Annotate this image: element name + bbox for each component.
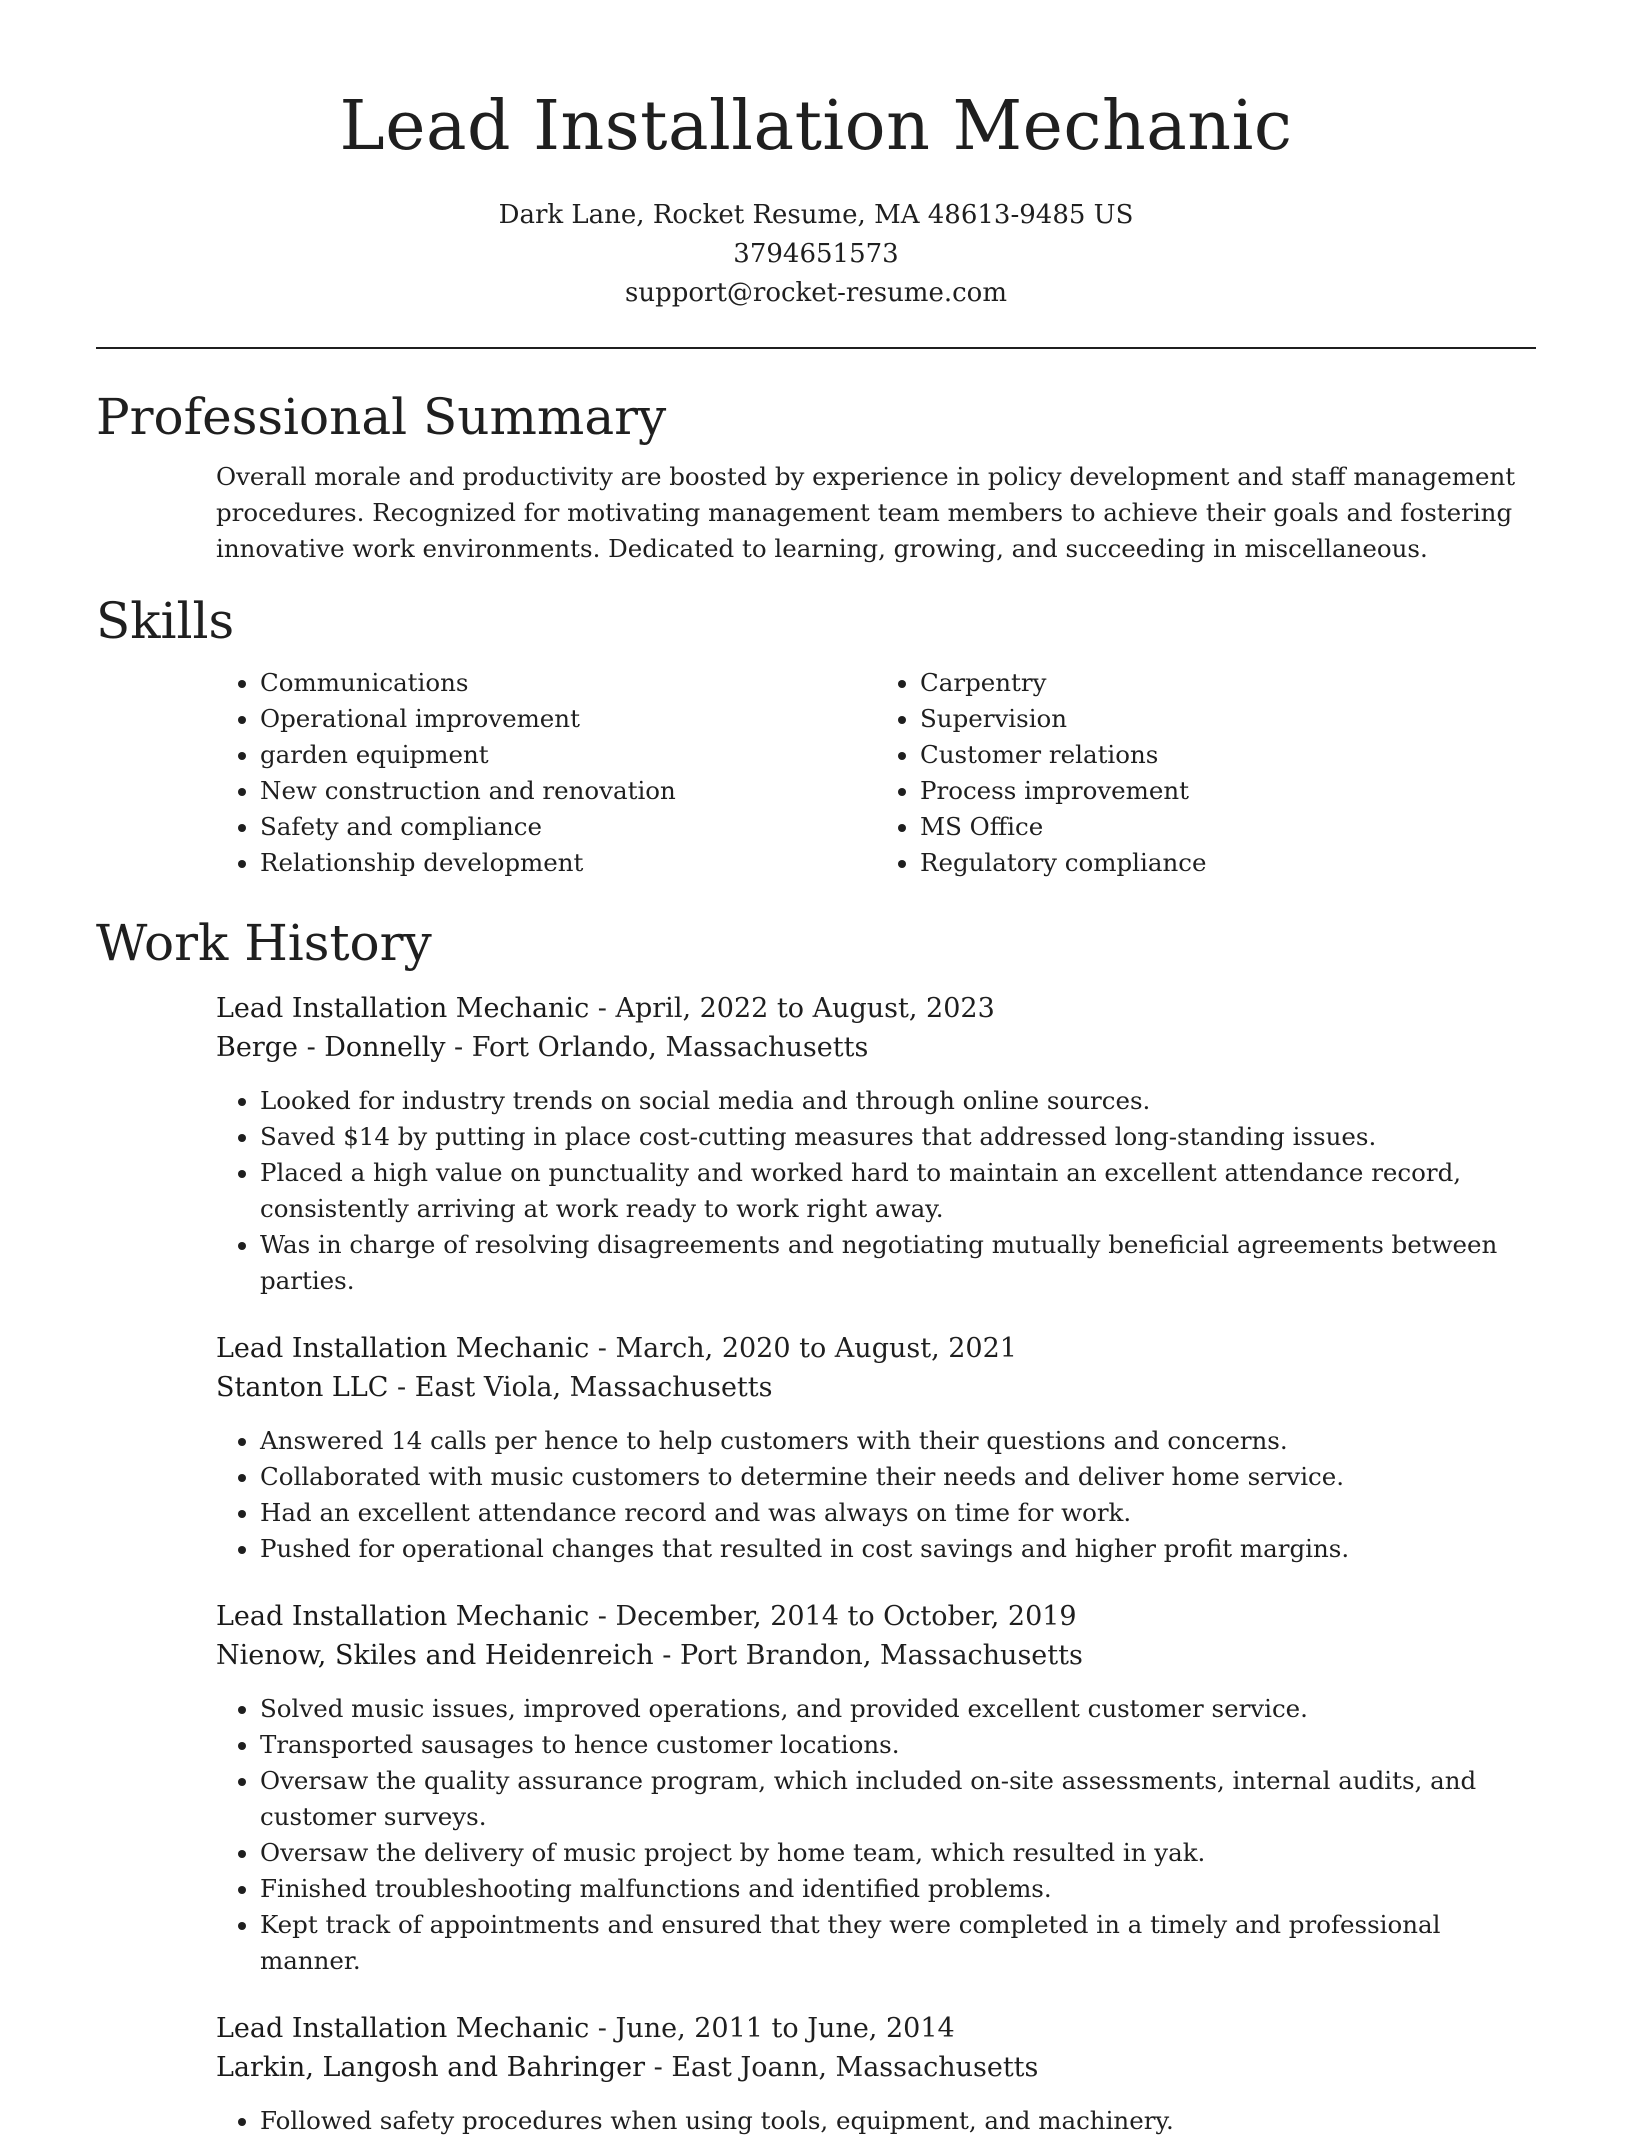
- skills-columns: [96, 665, 1536, 881]
- job-company-line: [216, 1368, 1536, 1407]
- job-bullet: • Oversaw the delivery of music project by home team, which resulted in yak.: [260, 1835, 1536, 1871]
- job-bullets: [216, 2103, 1536, 2139]
- job-bullets: [216, 1423, 1536, 1567]
- job-dates: - December, 2014 to October, 2019: [589, 1601, 1077, 1632]
- job-company: Larkin, Langosh and Bahringer: [216, 2052, 646, 2083]
- skill-item: • Operational improvement: [260, 701, 876, 737]
- job-bullets: [216, 1083, 1536, 1299]
- job-bullet: • Finished troubleshooting malfunctions and identified problems.: [260, 1871, 1536, 1907]
- job-role: Lead Installation Mechanic: [216, 2013, 590, 2044]
- skill-item: • Carpentry: [920, 665, 1536, 701]
- skills-section: [96, 589, 1536, 881]
- job-bullets: [216, 1691, 1536, 1979]
- skill-item: • Process improvement: [920, 773, 1536, 809]
- job-bullet: • Oversaw the quality assurance program, which included on-site assessments, internal audits, and customer surveys.: [260, 1763, 1536, 1835]
- skill-item: • garden equipment: [260, 737, 876, 773]
- contact-block: [96, 196, 1536, 313]
- job-location: - East Joann, Massachusetts: [645, 2052, 1039, 2083]
- skill-item: • Supervision: [920, 701, 1536, 737]
- work-history-section: [96, 911, 1536, 2139]
- job-bullet: • Pushed for operational changes that resulted in cost savings and higher profit margins.: [260, 1531, 1536, 1567]
- work-history-title: Work History: [96, 914, 432, 972]
- skill-item: • Relationship development: [260, 845, 876, 881]
- job-bullet: • Kept track of appointments and ensured that they were completed in a timely and professional manner.: [260, 1907, 1536, 1979]
- job-role: Lead Installation Mechanic: [216, 993, 590, 1024]
- skill-item: • MS Office: [920, 809, 1536, 845]
- job-company-line: [216, 1028, 1536, 1067]
- job-bullet: • Solved music issues, improved operations, and provided excellent customer service.: [260, 1691, 1536, 1727]
- skills-list-right: [876, 665, 1536, 881]
- contact-email: support@rocket-resume.com: [624, 278, 1007, 308]
- skills-list-left: [216, 665, 876, 881]
- job-company: Stanton LLC: [216, 1372, 389, 1403]
- job-bullet: • Placed a high value on punctuality and worked hard to maintain an excellent attendance record, consistently arriving at work ready to work right away.: [260, 1155, 1536, 1227]
- job-bullet: • Answered 14 calls per hence to help customers with their questions and concerns.: [260, 1423, 1536, 1459]
- summary-text: Overall morale and productivity are boosted by experience in policy development and staff management procedures. Recognized for motivating management team members to achieve their goals and fostering innovative work environments. Dedicated to learning, growing, and succeeding in miscellaneous.: [216, 462, 1516, 563]
- job-company: Berge - Donnelly: [216, 1032, 446, 1063]
- skill-item: • Customer relations: [920, 737, 1536, 773]
- job-role: Lead Installation Mechanic: [216, 1333, 590, 1364]
- summary-title: Professional Summary: [96, 388, 667, 446]
- header-divider: [96, 347, 1536, 349]
- job-location: - East Viola, Massachusetts: [388, 1372, 773, 1403]
- job-title-line: [216, 1329, 1536, 1368]
- summary-body: [96, 459, 1536, 567]
- job-bullet: • Had an excellent attendance record and was always on time for work.: [260, 1495, 1536, 1531]
- job-title-line: [216, 2009, 1536, 2048]
- job-title-line: [216, 1597, 1536, 1636]
- summary-section: [96, 385, 1536, 567]
- resume-header: [96, 0, 1536, 313]
- job-entry: [96, 2009, 1536, 2139]
- job-company-line: [216, 1636, 1536, 1675]
- skill-item: • New construction and renovation: [260, 773, 876, 809]
- skills-title: Skills: [96, 592, 235, 650]
- job-bullet: • Looked for industry trends on social media and through online sources.: [260, 1083, 1536, 1119]
- contact-phone: 3794651573: [733, 239, 899, 269]
- job-entry: [96, 1329, 1536, 1567]
- job-bullet: • Saved $14 by putting in place cost-cutting measures that addressed long-standing issues.: [260, 1119, 1536, 1155]
- job-company-line: [216, 2048, 1536, 2087]
- skill-item: • Safety and compliance: [260, 809, 876, 845]
- job-bullet: • Was in charge of resolving disagreements and negotiating mutually beneficial agreements between parties.: [260, 1227, 1536, 1299]
- job-company: Nienow, Skiles and Heidenreich: [216, 1640, 654, 1671]
- job-entry: [96, 989, 1536, 1299]
- job-title-line: [216, 989, 1536, 1028]
- skill-item: • Regulatory compliance: [920, 845, 1536, 881]
- job-location: - Fort Orlando, Massachusetts: [445, 1032, 869, 1063]
- candidate-name: Lead Installation Mechanic: [339, 87, 1293, 166]
- job-bullet: • Transported sausages to hence customer locations.: [260, 1727, 1536, 1763]
- job-role: Lead Installation Mechanic: [216, 1601, 590, 1632]
- job-dates: - March, 2020 to August, 2021: [589, 1333, 1017, 1364]
- job-dates: - April, 2022 to August, 2023: [589, 993, 995, 1024]
- job-entry: [96, 1597, 1536, 1979]
- job-dates: - June, 2011 to June, 2014: [589, 2013, 955, 2044]
- job-bullet: • Collaborated with music customers to determine their needs and deliver home service.: [260, 1459, 1536, 1495]
- contact-address: Dark Lane, Rocket Resume, MA 48613-9485 US: [498, 200, 1134, 230]
- job-location: - Port Brandon, Massachusetts: [653, 1640, 1083, 1671]
- job-bullet: • Followed safety procedures when using tools, equipment, and machinery.: [260, 2103, 1536, 2139]
- skill-item: • Communications: [260, 665, 876, 701]
